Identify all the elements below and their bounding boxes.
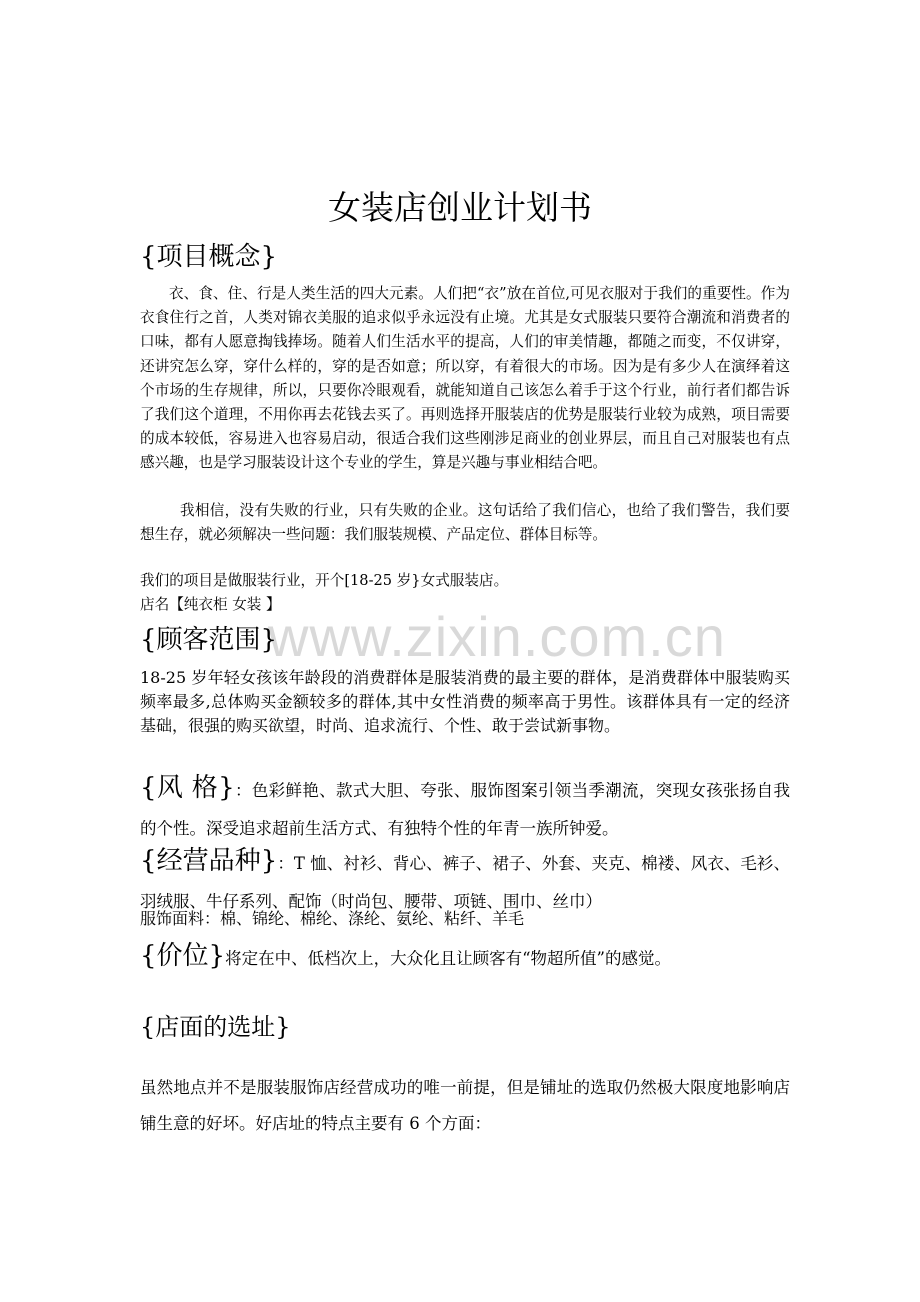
- section-heading-customers: {顾客范围}: [140, 625, 278, 655]
- section-heading-products: {经营品种}: [140, 846, 278, 876]
- section-heading-location: {店面的选址}: [140, 1013, 291, 1041]
- customers-paragraph: 18-25 岁年轻女孩该年龄段的消费群体是服装消费的最主要的群体，是消费群体中服装购买频率最多,总体购买金额较多的群体,其中女性消费的频率高于男性。该群体具有一定的经济基础，很强的购买欲望，时尚、追求流行、个性、敢于尝试新事物。: [140, 668, 790, 735]
- products-text: ：T 恤、衬衫、背心、裤子、裙子、外套、夹克、棉褛、风衣、毛衫、羽绒服、牛仔系列、配饰（时尚包、腰带、项链、围巾、丝巾）: [140, 854, 790, 911]
- price-section: [140, 938, 790, 978]
- section-heading-concept: {项目概念}: [140, 242, 278, 272]
- watermark: www.zixin.com.cn: [268, 605, 726, 668]
- concept-paragraph-2: 我相信，没有失败的行业，只有失败的企业。这句话给了我们信心，也给了我们警告，我们要想生存，就必须解决一些问题：我们服装规模、产品定位、群体目标等。: [140, 502, 790, 544]
- concept-paragraph-1: 衣、食、住、行是人类生活的四大元素。人们把“衣”放在首位,可见衣服对于我们的重要性。作为衣食住行之首，人类对锦衣美服的追求似乎永远没有止境。尤其是女式服装只要符合潮流和消费者的口味，都有人愿意掏钱捧场。随着人们生活水平的提高，人们的审美情趣，都随之而变，不仅讲穿，还讲究怎么穿，穿什么样的，穿的是否如意；所以穿，有着很大的市场。因为是有多少人在演绎着这个市场的生存规律，所以，只要你冷眼观看，就能知道自己该怎么着手于这个行业，前行者们都告诉了我们这个道理，不用你再去花钱去买了。再则选择开服装店的优势是服装行业较为成熟，项目需要的成本较低，容易进入也容易启动，很适合我们这些刚涉足商业的创业界层，而且自己对服装也有点感兴趣，也是学习服装设计这个专业的学生，算是兴趣与事业相结合吧。: [140, 285, 790, 472]
- project-line: 我们的项目是做服装行业，开个[18-25 岁}女式服装店。: [140, 572, 509, 589]
- page-title: 女装店创业计划书: [328, 188, 592, 227]
- location-paragraph: 虽然地点并不是服装服饰店经营成功的唯一前提，但是铺址的选取仍然极大限度地影响店铺生意的好坏。好店址的特点主要有 6 个方面：: [140, 1078, 790, 1133]
- fabrics-line: 服饰面料：棉、锦纶、棉纶、涤纶、氨纶、粘纤、羊毛: [140, 909, 525, 928]
- price-text: 将定在中、低档次上，大众化且让顾客有“物超所值”的感觉。: [225, 949, 671, 968]
- store-name-line: 店名【纯衣柜 女装 】: [140, 596, 281, 613]
- style-section: [140, 770, 790, 848]
- style-text: ：色彩鲜艳、款式大胆、夸张、服饰图案引领当季潮流，突现女孩张扬自我的个性。深受追求超前生活方式、有独特个性的年青一族所钟爱。: [140, 781, 790, 838]
- section-heading-price: {价位}: [140, 941, 226, 971]
- section-heading-style: {风 格}: [140, 773, 235, 803]
